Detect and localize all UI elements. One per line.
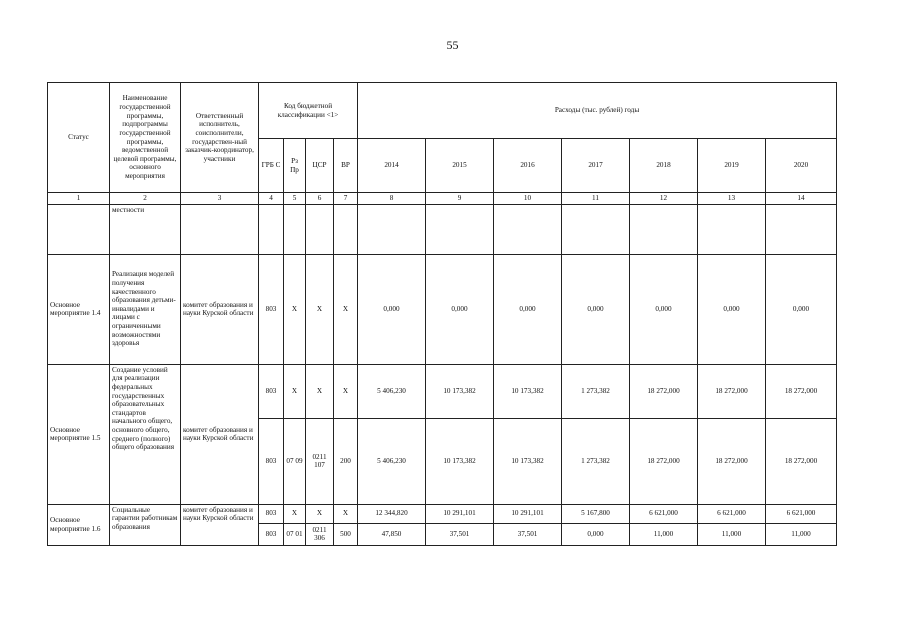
header-year: 2018 [630,139,698,193]
cell-executor: комитет образования и науки Курской области [181,504,259,545]
header-executor: Ответственный исполнитель, соисполнители, государствен-ный заказчик-координатор, участники [181,83,259,193]
cell-amount: 47,850 [358,523,426,545]
cell-csr: 0211 306 [306,523,334,545]
cell-name: Реализация моделей получения качественного образования детьми-инвалидами и лицами с ограниченными возможностями здоровья [110,254,181,364]
column-number: 7 [334,193,358,205]
header-grbs: ГРБ С [259,139,284,193]
column-number: 9 [426,193,494,205]
column-number: 10 [494,193,562,205]
cell-name: Создание условий для реализации федеральных государственных образовательных стандартов начального общего, основного общего, среднего (полного) общего образования [110,364,181,504]
cell-grbs: 803 [259,418,284,504]
cell-amount: 10 173,382 [494,418,562,504]
column-number: 4 [259,193,284,205]
column-number-row [48,193,837,205]
cell-rzpr: Х [284,254,306,364]
budget-table [47,82,837,546]
cell-amount: 18 272,000 [698,364,766,418]
cell-amount: 10 291,101 [494,504,562,523]
cell-amount: 10 291,101 [426,504,494,523]
cell-amount: 18 272,000 [766,364,837,418]
cell-empty [259,204,284,254]
header-year: 2015 [426,139,494,193]
header-year: 2020 [766,139,837,193]
cell-amount: 0,000 [698,254,766,364]
cell-amount: 5 406,230 [358,364,426,418]
cell-amount: 6 621,000 [766,504,837,523]
column-number: 12 [630,193,698,205]
cell-empty [306,204,334,254]
column-number: 1 [48,193,110,205]
cell-csr: Х [306,504,334,523]
header-csr: ЦСР [306,139,334,193]
cell-empty [766,204,837,254]
cell-amount: 0,000 [766,254,837,364]
cell-amount: 1 273,382 [562,364,630,418]
header-row [48,83,837,139]
cell-empty [284,204,306,254]
cell-csr: 0211 107 [306,418,334,504]
cell-amount: 18 272,000 [630,418,698,504]
cell-csr: Х [306,364,334,418]
header-year: 2014 [358,139,426,193]
cell-grbs: 803 [259,523,284,545]
cell-vr: Х [334,254,358,364]
cell-amount: 0,000 [562,523,630,545]
column-number: 3 [181,193,259,205]
cell-grbs: 803 [259,254,284,364]
cell-empty [562,204,630,254]
cell-grbs: 803 [259,504,284,523]
header-vr: ВР [334,139,358,193]
column-number: 11 [562,193,630,205]
cell-empty [358,204,426,254]
cell-executor: комитет образования и науки Курской области [181,254,259,364]
page-number: 55 [446,38,459,52]
cell-amount: 18 272,000 [698,418,766,504]
header-year: 2017 [562,139,630,193]
header-expenses: Расходы (тыс. рублей) годы [358,83,837,139]
cell-rzpr: 07 01 [284,523,306,545]
cell-amount: 11,000 [698,523,766,545]
cell-amount: 0,000 [358,254,426,364]
cell-empty [181,204,259,254]
cell-vr: Х [334,504,358,523]
cell-amount: 37,501 [494,523,562,545]
table-row-measure-1-6 [48,504,837,523]
column-number: 5 [284,193,306,205]
header-rzpr: Рз Пр [284,139,306,193]
cell-amount: 10 173,382 [426,364,494,418]
cell-empty [48,204,110,254]
cell-amount: 10 173,382 [426,418,494,504]
cell-empty [698,204,766,254]
cell-csr: Х [306,254,334,364]
cell-amount: 18 272,000 [766,418,837,504]
cell-amount: 12 344,820 [358,504,426,523]
column-number: 8 [358,193,426,205]
cell-amount: 0,000 [426,254,494,364]
cell-amount: 0,000 [630,254,698,364]
cell-status: Основное мероприятие 1.5 [48,364,110,504]
header-budget-code: Код бюджетной классификации <1> [259,83,358,139]
cell-amount: 11,000 [630,523,698,545]
cell-empty [334,204,358,254]
header-year: 2016 [494,139,562,193]
cell-status: Основное мероприятие 1.4 [48,254,110,364]
cell-grbs: 803 [259,364,284,418]
cell-name: Социальные гарантии работникам образования [110,504,181,545]
column-number: 2 [110,193,181,205]
cell-executor: комитет образования и науки Курской области [181,364,259,504]
cell-vr: 500 [334,523,358,545]
cell-amount: 5 406,230 [358,418,426,504]
cell-empty [494,204,562,254]
table-row-measure-1-5 [48,364,837,418]
cell-amount: 10 173,382 [494,364,562,418]
cell-amount: 0,000 [562,254,630,364]
table-row-continuation [48,204,837,254]
cell-status: Основное мероприятие 1.6 [48,504,110,545]
cell-rzpr: Х [284,504,306,523]
cell-amount: 18 272,000 [630,364,698,418]
column-number: 6 [306,193,334,205]
cell-vr: Х [334,364,358,418]
cell-rzpr: Х [284,364,306,418]
cell-amount: 6 621,000 [630,504,698,523]
table-row-measure-1-4 [48,254,837,364]
cell-empty [426,204,494,254]
header-status: Статус [48,83,110,193]
column-number: 14 [766,193,837,205]
cell-amount: 6 621,000 [698,504,766,523]
cell-vr: 200 [334,418,358,504]
cell-rzpr: 07 09 [284,418,306,504]
header-name: Наименование государственной программы, подпрограммы государственной программы, ведомственной целевой программы, основного мероприятия [110,83,181,193]
cell-amount: 0,000 [494,254,562,364]
cell-amount: 37,501 [426,523,494,545]
header-year: 2019 [698,139,766,193]
cell-amount: 1 273,382 [562,418,630,504]
cell-amount: 5 167,800 [562,504,630,523]
cell-name: местности [110,204,181,254]
column-number: 13 [698,193,766,205]
cell-amount: 11,000 [766,523,837,545]
cell-empty [630,204,698,254]
